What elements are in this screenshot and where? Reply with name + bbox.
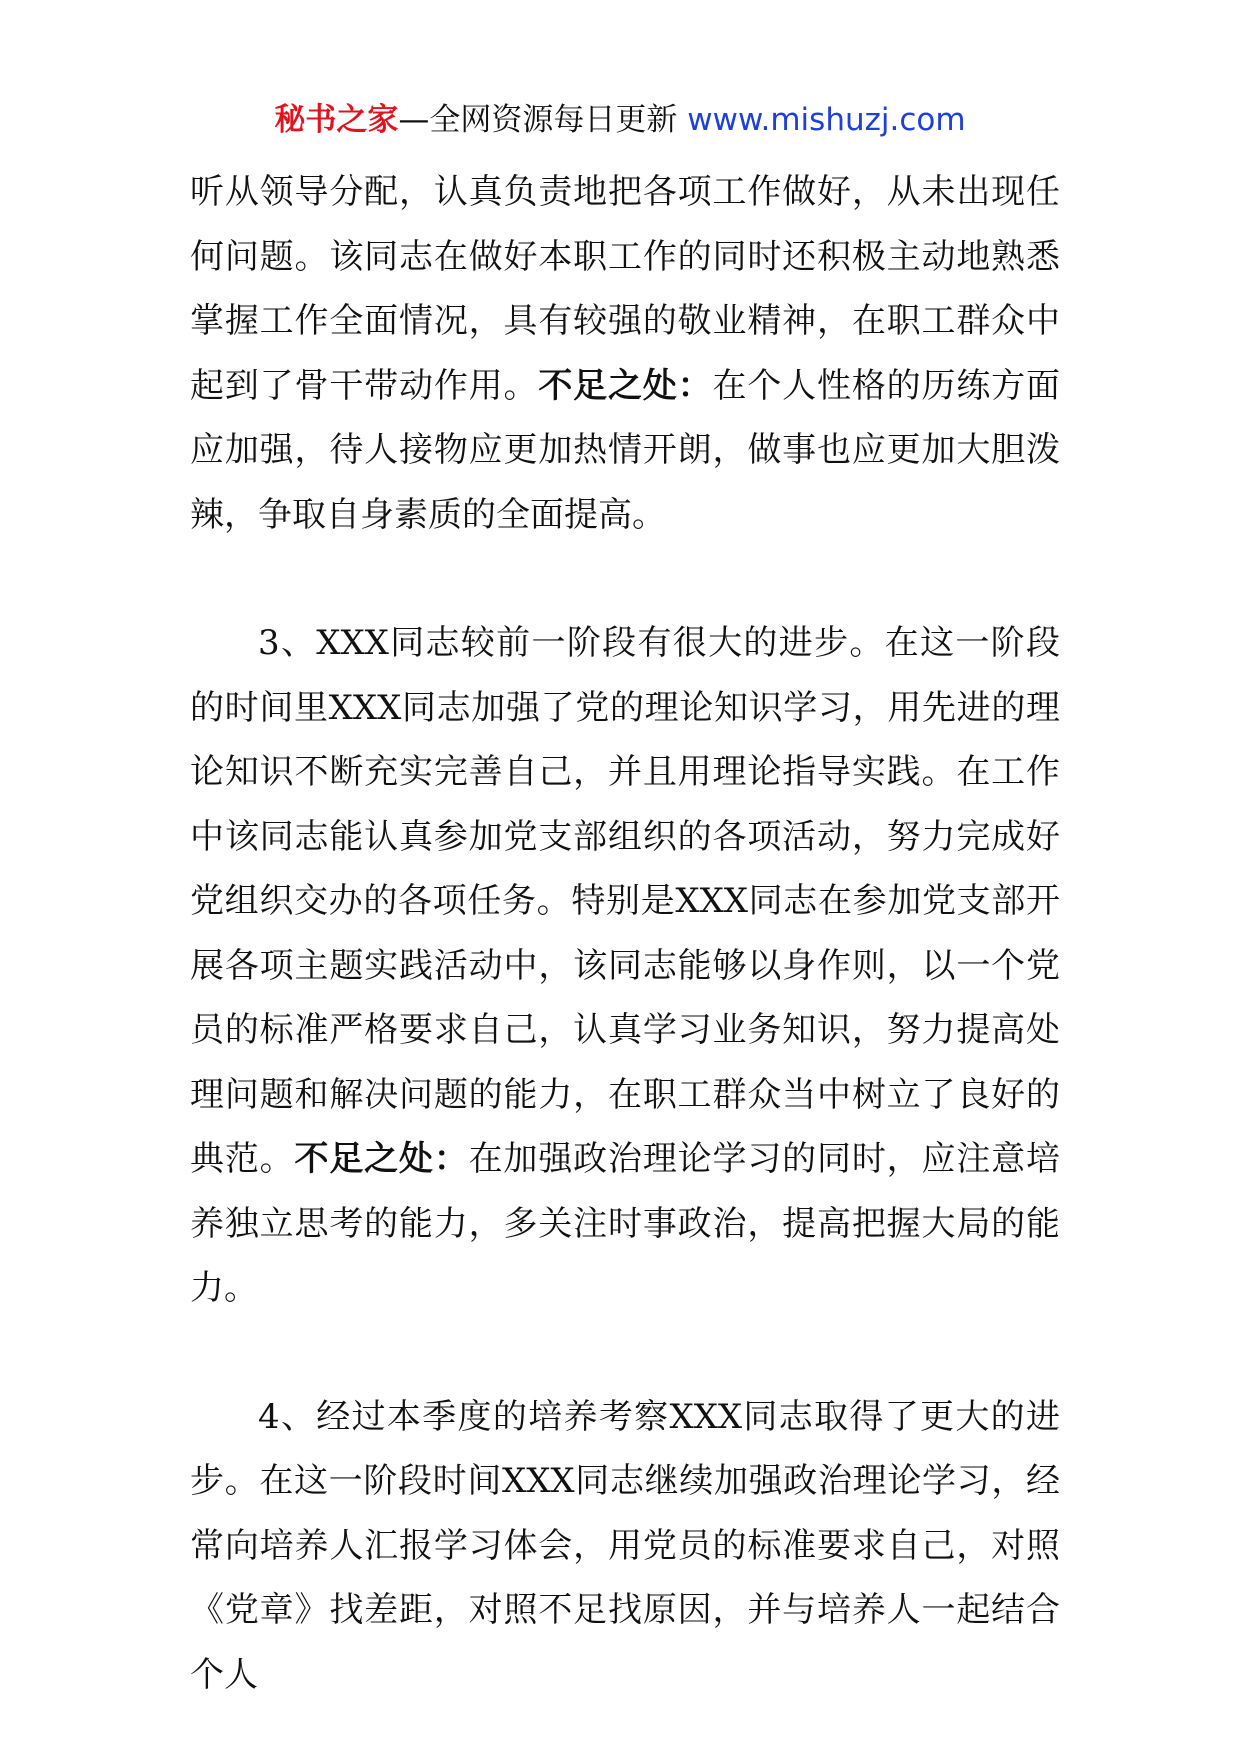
paragraph-text: 4、经过本季度的培养考察XXX同志取得了更大的进步。在这一阶段时间XXX同志继续加强政治理论学习，经常向培养人汇报学习体会，用党员的标准要求自己，对照《党章》找差距，对照不足找原因，并与培养人一起结合个人 — [190, 1396, 1060, 1695]
document-body — [190, 160, 1060, 1707]
paragraph-item-4 — [190, 1385, 1060, 1708]
paragraph-item-3 — [190, 611, 1060, 1321]
site-link[interactable]: www.mishuzj.com — [687, 102, 966, 138]
shortcoming-label: 不足之处： — [538, 365, 713, 406]
page-header — [0, 98, 1240, 142]
paragraph-continued — [190, 160, 1060, 547]
shortcoming-label: 不足之处： — [294, 1139, 469, 1179]
header-tagline: —全网资源每日更新 — [398, 102, 678, 138]
paragraph-text: 在个人性格的历练方面应加强，待人接物应更加热情开朗，做事也应更加大胆泼辣，争取自身素质的全面提高。 — [190, 365, 1061, 535]
brand-name: 秘书之家 — [274, 102, 399, 138]
paragraph-text: 在加强政治理论学习的同时，应注意培养独立思考的能力，多关注时事政治，提高把握大局的能力。 — [190, 1139, 1061, 1308]
paragraph-text: 听从领导分配，认真负责地把各项工作做好，从未出现任何问题。该同志在做好本职工作的同时还积极主动地熟悉掌握工作全面情况，具有较强的敬业精神，在职工群众中起到了骨干带动作用。 — [190, 172, 1060, 406]
paragraph-text: 3、XXX同志较前一阶段有很大的进步。在这一阶段的时间里XXX同志加强了党的理论知识学习，用先进的理论知识不断充实完善自己，并且用理论指导实践。在工作中该同志能认真参加党支部组织的各项活动，努力完成好党组织交办的各项任务。特别是XXX同志在参加党支部开展各项主题实践活动中，该同志能够以身作则，以一个党员的标准严格要求自己，认真学习业务知识，努力提高处理问题和解决问题的能力，在职工群众当中树立了良好的典范。 — [190, 623, 1060, 1179]
